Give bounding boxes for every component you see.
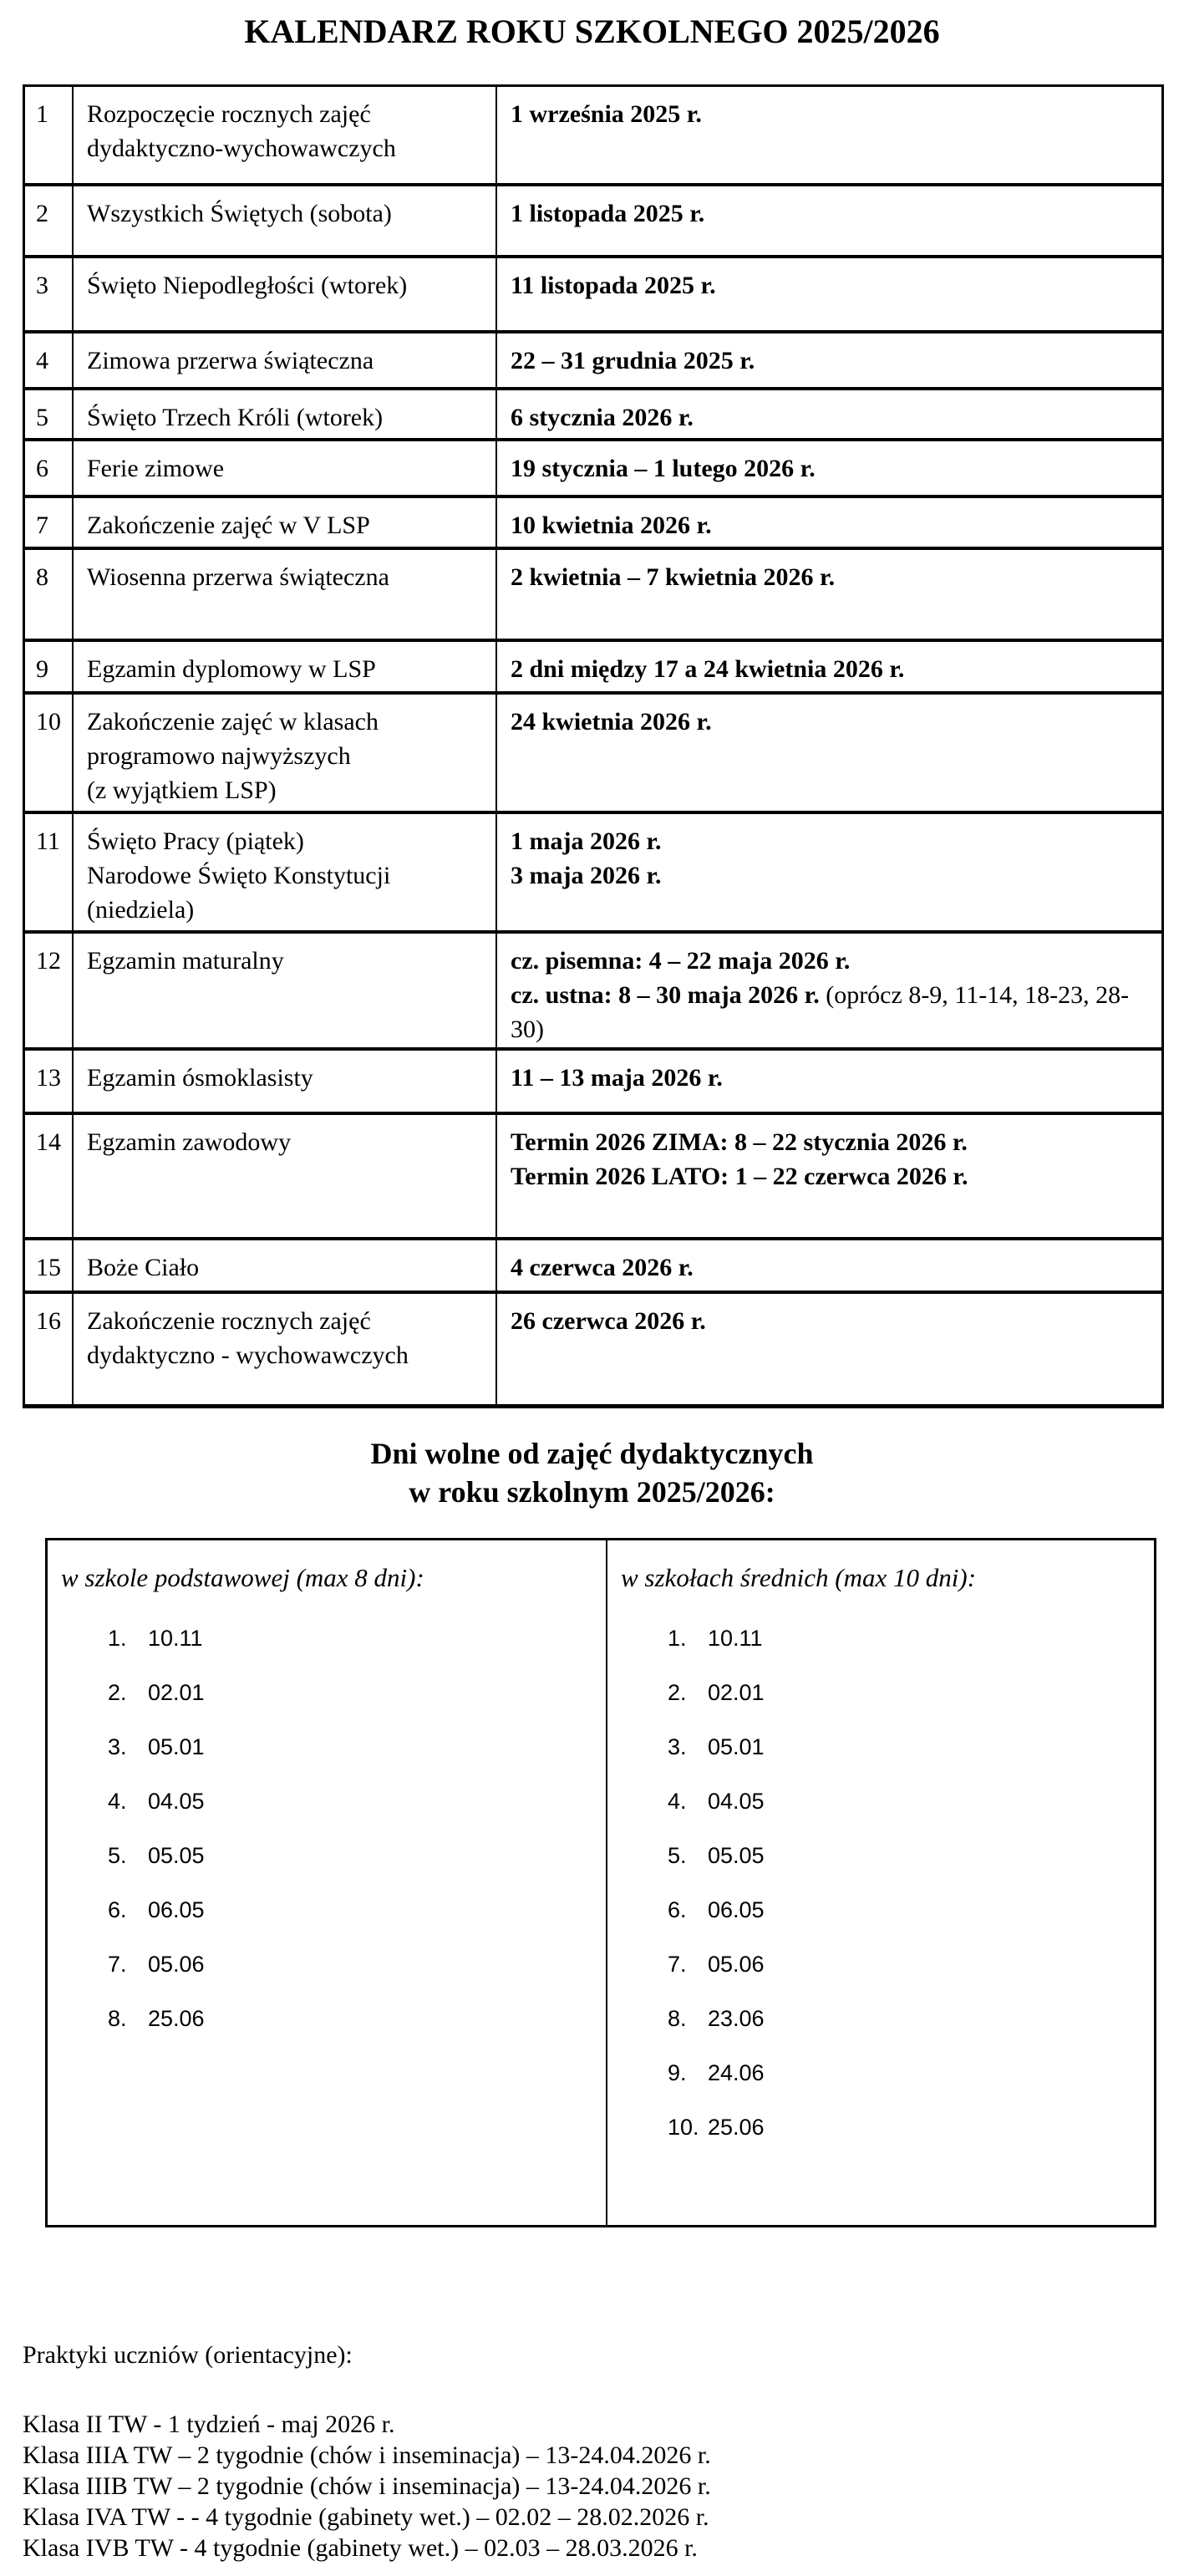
matura-oral-date: cz. ustna: 8 – 30 maja 2026 r. (oprócz 8-9, 11-14, 18-23, 28-30) [511, 981, 1130, 1043]
free-day-item [668, 1845, 1154, 1866]
row-number: 12 [25, 934, 74, 1047]
row-description: Rozpoczęcie rocznych zajęć dydaktyczno-wychowawczych [74, 87, 497, 183]
item-number: 2. [668, 1680, 687, 1705]
practices-section [23, 2340, 1159, 2563]
row-number: 10 [25, 695, 74, 811]
primary-school-column [48, 1540, 607, 2225]
table-row [25, 550, 1161, 642]
row-number: 4 [25, 333, 74, 387]
row-date: 10 kwietnia 2026 r. [511, 512, 712, 539]
item-number: 3. [108, 1734, 127, 1759]
free-day-item [108, 2008, 606, 2029]
row-number: 1 [25, 87, 74, 183]
row-description: Święto Niepodległości (wtorek) [74, 258, 497, 330]
free-day-item [108, 1899, 606, 1921]
free-day-item [668, 1953, 1154, 1975]
free-day-item [668, 1736, 1154, 1758]
row-number: 16 [25, 1294, 74, 1404]
item-date: 10.11 [708, 1626, 763, 1651]
row-description: Święto Pracy (piątek) Narodowe Święto Konstytucji (niedziela) [74, 814, 497, 930]
item-date: 23.06 [708, 2006, 765, 2031]
row-description: Wiosenna przerwa świąteczna [74, 550, 497, 639]
row-description: Egzamin zawodowy [74, 1115, 497, 1237]
item-number: 5. [668, 1843, 687, 1868]
item-number: 10. [668, 2115, 699, 2140]
row-date: 11 listopada 2025 r. [511, 272, 716, 299]
row-date: 11 – 13 maja 2026 r. [511, 1064, 723, 1092]
practice-line: Klasa IVB TW - 4 tygodnie (gabinety wet.) – 02.03 – 28.03.2026 r. [23, 2534, 698, 2562]
row-number: 7 [25, 498, 74, 547]
item-date: 05.05 [148, 1843, 205, 1868]
item-date: 25.06 [708, 2115, 765, 2140]
item-number: 1. [668, 1626, 687, 1651]
item-date: 05.01 [708, 1734, 765, 1759]
table-row [25, 1051, 1161, 1115]
matura-written-date: cz. pisemna: 4 – 22 maja 2026 r. [511, 947, 851, 975]
secondary-school-header: w szkołach średnich (max 10 dni): [621, 1563, 977, 1592]
row-date [497, 934, 1161, 1047]
row-description: Ferie zimowe [74, 441, 497, 495]
row-number: 11 [25, 814, 74, 930]
table-row [25, 1294, 1161, 1404]
item-number: 3. [668, 1734, 687, 1759]
item-date: 02.01 [148, 1680, 205, 1705]
primary-school-list [61, 1627, 606, 2029]
item-date: 25.06 [148, 2006, 205, 2031]
free-day-item [668, 1790, 1154, 1812]
item-number: 7. [108, 1952, 127, 1977]
table-row [25, 695, 1161, 814]
item-date: 04.05 [148, 1789, 205, 1814]
row-date: 22 – 31 grudnia 2025 r. [511, 347, 755, 374]
item-date: 04.05 [708, 1789, 765, 1814]
row-date: 24 kwietnia 2026 r. [511, 708, 712, 736]
free-day-item [668, 2116, 1154, 2138]
practices-lines [23, 2409, 1159, 2563]
table-row [25, 390, 1161, 441]
item-number: 5. [108, 1843, 127, 1868]
table-row [25, 186, 1161, 258]
table-row [25, 441, 1161, 498]
row-number: 5 [25, 390, 74, 438]
table-row [25, 934, 1161, 1051]
secondary-school-column [607, 1540, 1154, 2225]
table-row [25, 1115, 1161, 1240]
row-description: Zakończenie zajęć w klasach programowo najwyższych (z wyjątkiem LSP) [74, 695, 497, 811]
row-description: Boże Ciało [74, 1240, 497, 1291]
practice-line: Klasa IVA TW - - 4 tygodnie (gabinety wet.) – 02.02 – 28.02.2026 r. [23, 2503, 709, 2531]
row-date: 19 stycznia – 1 lutego 2026 r. [511, 455, 816, 482]
item-date: 02.01 [708, 1680, 765, 1705]
secondary-school-list [621, 1627, 1154, 2138]
free-day-item [668, 2008, 1154, 2029]
free-day-item [108, 1790, 606, 1812]
primary-school-header: w szkole podstawowej (max 8 dni): [61, 1563, 424, 1592]
free-day-item [108, 1682, 606, 1703]
row-date: 1 listopada 2025 r. [511, 200, 705, 227]
row-date: 26 czerwca 2026 r. [511, 1307, 706, 1335]
item-number: 6. [108, 1897, 127, 1922]
row-number: 3 [25, 258, 74, 330]
row-description: Egzamin maturalny [74, 934, 497, 1047]
row-date: 6 stycznia 2026 r. [511, 404, 694, 431]
matura-oral-note: (oprócz 8-9, 11-14, 18-23, 28-30) [511, 981, 1130, 1043]
row-date: 2 kwietnia – 7 kwietnia 2026 r. [511, 563, 836, 591]
row-date: 1 września 2025 r. [511, 100, 702, 128]
item-date: 06.05 [148, 1897, 205, 1922]
item-number: 7. [668, 1952, 687, 1977]
item-date: 05.05 [708, 1843, 765, 1868]
row-date: 4 czerwca 2026 r. [511, 1254, 694, 1281]
row-number: 9 [25, 642, 74, 691]
table-row [25, 1240, 1161, 1294]
practice-line: Klasa II TW - 1 tydzień - maj 2026 r. [23, 2411, 395, 2438]
free-day-item [108, 1845, 606, 1866]
row-number: 15 [25, 1240, 74, 1291]
row-date: 1 maja 2026 r. 3 maja 2026 r. [511, 827, 662, 889]
item-number: 4. [668, 1789, 687, 1814]
document-title: KALENDARZ ROKU SZKOLNEGO 2025/2026 [244, 13, 940, 50]
free-day-item [668, 1627, 1154, 1649]
table-row [25, 498, 1161, 550]
row-number: 2 [25, 186, 74, 255]
table-row [25, 642, 1161, 695]
free-day-item [108, 1627, 606, 1649]
item-date: 05.06 [148, 1952, 205, 1977]
row-description: Zakończenie rocznych zajęć dydaktyczno - wychowawczych [74, 1294, 497, 1404]
item-number: 9. [668, 2060, 687, 2085]
item-number: 8. [668, 2006, 687, 2031]
free-days-heading: Dni wolne od zajęć dydaktycznych w roku szkolnym 2025/2026: [370, 1437, 814, 1509]
row-description: Egzamin ósmoklasisty [74, 1051, 497, 1112]
practices-heading: Praktyki uczniów (orientacyjne): [23, 2341, 353, 2369]
row-description: Egzamin dyplomowy w LSP [74, 642, 497, 691]
table-row [25, 258, 1161, 333]
item-date: 10.11 [148, 1626, 203, 1651]
row-number: 6 [25, 441, 74, 495]
calendar-table [23, 84, 1164, 1408]
item-number: 8. [108, 2006, 127, 2031]
table-row [25, 87, 1161, 186]
table-row [25, 333, 1161, 390]
free-day-item [108, 1953, 606, 1975]
free-day-item [668, 1682, 1154, 1703]
row-description: Zimowa przerwa świąteczna [74, 333, 497, 387]
item-date: 05.06 [708, 1952, 765, 1977]
row-number: 8 [25, 550, 74, 639]
free-day-item [668, 2062, 1154, 2084]
row-description: Zakończenie zajęć w V LSP [74, 498, 497, 547]
practice-line: Klasa IIIB TW – 2 tygodnie (chów i inseminacja) – 13-24.04.2026 r. [23, 2472, 711, 2500]
free-day-item [668, 1899, 1154, 1921]
item-number: 2. [108, 1680, 127, 1705]
free-day-item [108, 1736, 606, 1758]
item-date: 06.05 [708, 1897, 765, 1922]
row-description: Święto Trzech Króli (wtorek) [74, 390, 497, 438]
item-number: 6. [668, 1897, 687, 1922]
row-number: 13 [25, 1051, 74, 1112]
item-number: 4. [108, 1789, 127, 1814]
practice-line: Klasa IIIA TW – 2 tygodnie (chów i inseminacja) – 13-24.04.2026 r. [23, 2441, 711, 2469]
item-number: 1. [108, 1626, 127, 1651]
item-date: 24.06 [708, 2060, 765, 2085]
row-date: Termin 2026 ZIMA: 8 – 22 stycznia 2026 r. Termin 2026 LATO: 1 – 22 czerwca 2026 r. [511, 1128, 968, 1190]
item-date: 05.01 [148, 1734, 205, 1759]
row-description: Wszystkich Świętych (sobota) [74, 186, 497, 255]
table-row [25, 814, 1161, 934]
row-number: 14 [25, 1115, 74, 1237]
row-date: 2 dni między 17 a 24 kwietnia 2026 r. [511, 655, 905, 683]
free-days-table [45, 1538, 1156, 2227]
